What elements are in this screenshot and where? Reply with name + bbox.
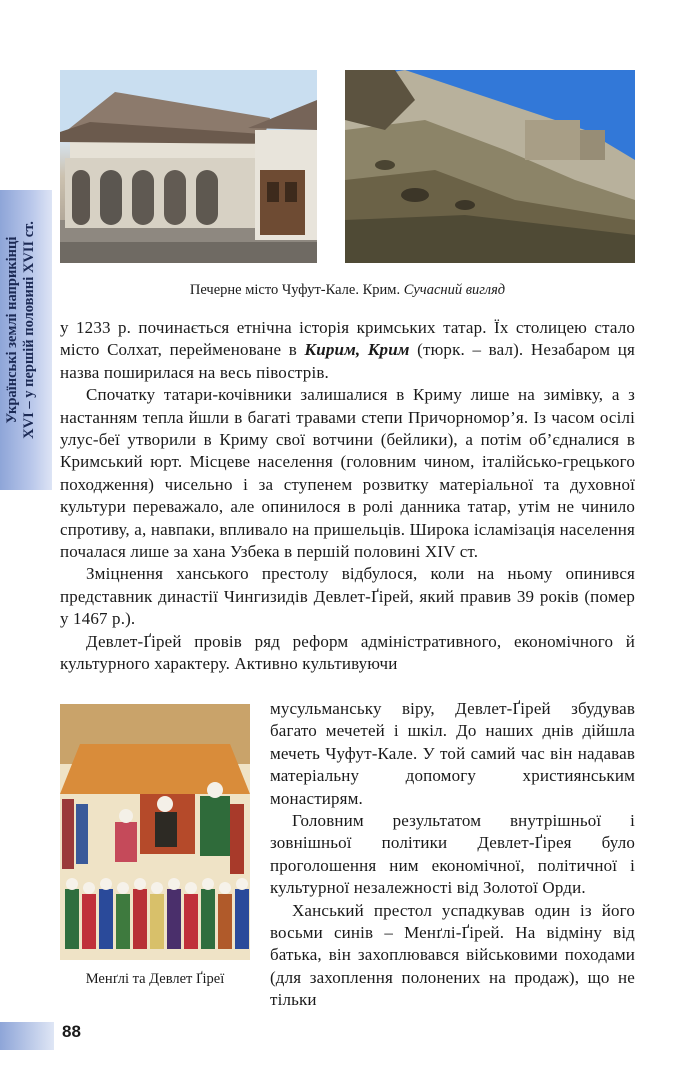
paragraph-1-part-b: (тюрк. – вал). Незабаром ця назва поширилася на весь півострів. [60,340,635,382]
text-beside-image [270,698,635,1012]
ottoman-miniature-painting [60,704,250,960]
paragraph-4-continued: мусульманську віру, Девлет-Ґірей збудував багато мечетей і шкіл. До наших днів дійшла мечеть Чуфут-Кале. У той самий час він надавав матеріальну допомогу християнським монастирям. [270,699,635,808]
paragraph-3: Зміцнення ханського престолу відбулося, коли на ньому опинився представник династії Чингизидів Девлет-Ґірей, який правив 39 років (помер у 1467 р.). [60,564,635,629]
main-text-block [60,317,635,676]
paragraph-5: Головним результатом внутрішньої і зовнішньої політики Девлет-Ґірея було проголошення ним економічної, політичної і культурної незалежності від Золотої Орди. [270,811,635,898]
paragraph-1-part-a: у 1233 р. починається етнічна історія кримських татар. Їх столицею стало місто Солхат, перейменоване в [60,318,635,360]
page-footer-bar [0,1022,54,1050]
caption-italic: Сучасний вигляд [403,282,506,298]
chapter-side-title [4,185,38,475]
cave-city-house-photo [60,70,317,263]
caption-main: Печерне місто Чуфут-Кале. Крим. [189,282,401,298]
paragraph-2: Спочатку татари-кочівники залишалися в Криму лише на зимівку, а з настанням тепла йшли в багаті травами степи Причорномор’я. Із часом осілі улус-беї утворили в Криму свої вотчини (бейлики), а потім об’єдналися в Кримський юрт. Місцеве населення (головним чином, італійсько-грецького походження) чисельно і за ступенем розвитку матеріальної та духовної культури переважало, але опинилося в ролі данника татар, утім не чинило спротиву, а, навпаки, впливало на пришельців. Широка ісламізація населення почалася лише за хана Узбека в першій половині XIV ст. [60,385,635,562]
miniature-caption: Менґлі та Девлет Ґіреї [85,971,225,987]
paragraph-4-start: Девлет-Ґірей провів ряд реформ адміністративного, економічного й культурного характеру. Активно культивуючи [60,631,635,674]
chapter-title-line-2: XVI – у першій половині XVII ст. [21,221,37,439]
highlighted-term: Кирим, Крим [304,340,410,360]
paragraph-1 [60,317,635,384]
chapter-title-line-1: Українські землі наприкінці [4,236,20,424]
paragraph-6: Ханський престол успадкував один із його восьми синів – Менґлі-Ґірей. На відміну від батька, він захоплювався військовими походами (для захоплення полонених на продаж), що не тільки [270,900,635,1010]
photo-caption [60,282,635,299]
page-number: 88 [62,1022,81,1041]
cave-city-cliff-photo [345,70,635,263]
